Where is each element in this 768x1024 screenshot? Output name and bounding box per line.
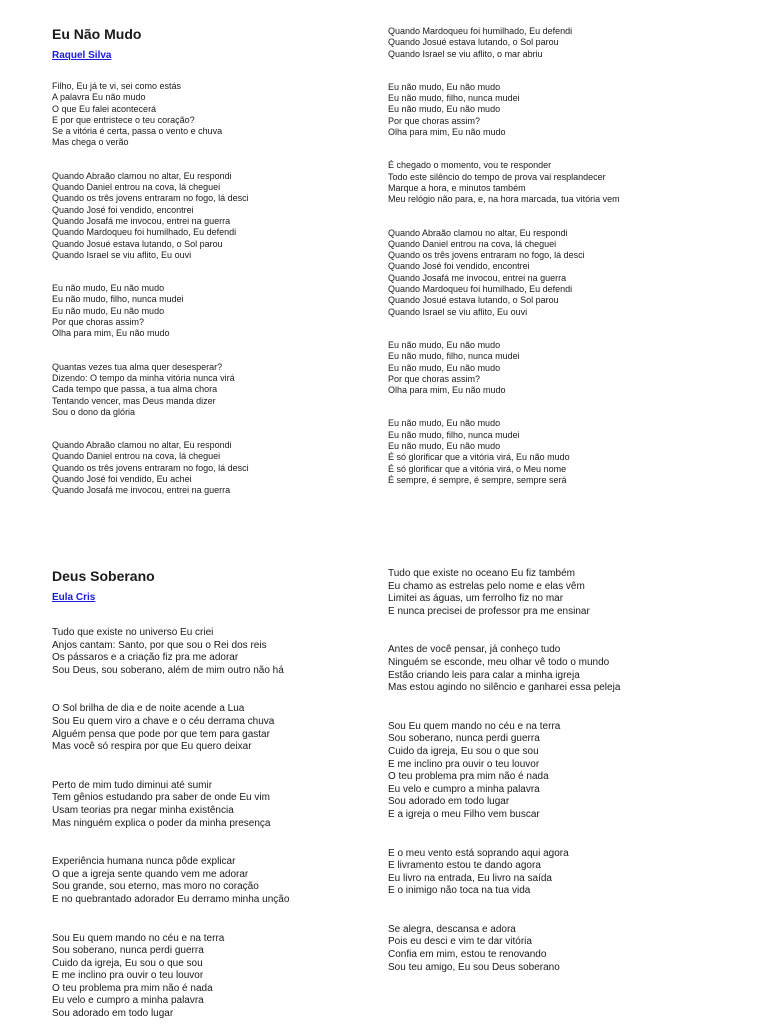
stanza xyxy=(52,856,372,906)
right-column xyxy=(388,568,758,974)
lyric-line: Eu não mudo, Eu não mudo xyxy=(388,362,501,373)
lyric-line: Eu velo e cumpro a minha palavra xyxy=(388,783,540,795)
lyric-line: Quando Josué estava lutando, o Sol parou xyxy=(388,37,559,48)
lyric-line: Eu não mudo, Eu não mudo xyxy=(388,104,501,115)
lyric-line: Por que choras assim? xyxy=(52,317,145,328)
lyrics-stanzas xyxy=(388,26,758,486)
lyric-line: Os pássaros e a criação fiz pra me adorar xyxy=(52,652,239,664)
stanza xyxy=(388,721,758,822)
stanza xyxy=(52,362,372,418)
lyric-line: Filho, Eu já te vi, sei como estás xyxy=(52,81,182,91)
lyric-line: Anjos cantam: Santo, por que sou o Rei dos reis xyxy=(52,639,267,651)
lyric-line: Olha para mim, Eu não mudo xyxy=(52,328,170,339)
stanza xyxy=(388,848,758,898)
lyric-line: Quando Abraão clamou no altar, Eu respondi xyxy=(388,227,568,238)
song-title: Deus Soberano xyxy=(52,568,155,584)
lyric-line: Olha para mim, Eu não mudo xyxy=(388,385,506,396)
song-title: Eu Não Mudo xyxy=(52,26,142,42)
lyric-line: Quando José foi vendido, encontrei xyxy=(388,261,530,272)
lyric-line: Sou Eu quem viro a chave e o céu derrama chuva xyxy=(52,715,275,727)
lyric-line: E me inclino pra ouvir o teu louvor xyxy=(388,758,540,770)
right-column xyxy=(388,26,758,486)
stanza xyxy=(388,568,758,618)
lyric-line: É só glorificar que a vitória virá, Eu não mudo xyxy=(388,452,570,463)
stanza xyxy=(388,418,758,486)
lyric-line: Quando os três jovens entraram no fogo, lá desci xyxy=(388,250,585,261)
lyric-line: Marque a hora, e minutos também xyxy=(388,182,526,193)
song-section-deus-soberano xyxy=(0,562,768,1024)
lyric-line: O que a igreja sente quando vem me adorar xyxy=(52,868,249,880)
lyric-line: Eu não mudo, filho, nunca mudei xyxy=(388,429,520,440)
lyric-line: Eu não mudo, filho, nunca mudei xyxy=(388,351,520,362)
lyric-line: Sou grande, sou eterno, mas moro no coração xyxy=(52,881,259,893)
lyric-line: Antes de você pensar, já conheço tudo xyxy=(388,644,561,656)
lyric-line: E nunca precisei de professor pra me ensinar xyxy=(388,605,590,617)
lyric-line: Quando José foi vendido, encontrei xyxy=(52,204,194,215)
lyric-line: Tudo que existe no universo Eu criei xyxy=(52,627,214,638)
lyric-line: O teu problema pra mim não é nada xyxy=(388,771,549,783)
stanza xyxy=(52,440,372,496)
lyric-line: Sou Eu quem mando no céu e na terra xyxy=(52,932,225,944)
lyric-line: Quando José foi vendido, Eu achei xyxy=(52,474,192,485)
stanza xyxy=(52,171,372,261)
lyric-line: É chegado o momento, vou te responder xyxy=(388,160,552,171)
lyric-line: Alguém pensa que pode por que tem para gastar xyxy=(52,728,270,740)
lyrics-stanzas xyxy=(52,81,372,497)
lyric-line: Cuido da igreja, Eu sou o que sou xyxy=(52,957,203,969)
lyric-line: Quando Daniel entrou na cova, lá cheguei xyxy=(52,451,221,462)
lyric-line: Tentando vencer, mas Deus manda dizer xyxy=(52,395,216,406)
lyric-line: Mas estou agindo no silêncio e ganharei essa peleja xyxy=(388,682,621,694)
lyric-line: Estão criando leis para calar a minha igreja xyxy=(388,669,580,681)
lyric-line: Mas chega o verão xyxy=(52,137,129,148)
stanza xyxy=(52,627,372,677)
lyric-line: Quando Mardoqueu foi humilhado, Eu defendi xyxy=(52,227,237,238)
stanza xyxy=(388,924,758,974)
lyric-line: Por que choras assim? xyxy=(388,373,481,384)
lyric-line: Eu não mudo, Eu não mudo xyxy=(52,283,165,294)
author-link[interactable]: Raquel Silva xyxy=(52,50,112,61)
lyric-line: O teu problema pra mim não é nada xyxy=(52,982,213,994)
lyric-line: Quando Daniel entrou na cova, lá cheguei xyxy=(52,182,221,193)
lyric-line: Sou soberano, nunca perdi guerra xyxy=(52,945,204,957)
stanza xyxy=(52,283,372,339)
lyric-line: E o meu vento está soprando aqui agora xyxy=(388,847,569,859)
lyric-line: Quando Josafá me invocou, entrei na guerra xyxy=(52,215,231,226)
lyric-line: Se alegra, descansa e adora xyxy=(388,923,516,935)
lyric-line: Quando Mardoqueu foi humilhado, Eu defendi xyxy=(388,284,573,295)
lyric-line: Quando Mardoqueu foi humilhado, Eu defendi xyxy=(388,26,573,36)
lyric-line: Pois eu desci e vim te dar vitória xyxy=(388,936,532,948)
lyric-line: Perto de mim tudo diminui até sumir xyxy=(52,779,213,791)
lyric-line: O que Eu falei acontecerá xyxy=(52,103,157,114)
lyric-line: É sempre, é sempre, é sempre, sempre será xyxy=(388,474,567,485)
lyric-line: Se a vitória é certa, passa o vento e chuva xyxy=(52,126,223,137)
lyric-line: Eu não mudo, Eu não mudo xyxy=(388,418,501,429)
stanza xyxy=(388,340,758,396)
lyric-line: Eu chamo as estrelas pelo nome e elas vêm xyxy=(388,580,585,592)
lyric-line: Quando Israel se viu aflito, Eu ouvi xyxy=(388,306,528,317)
left-column xyxy=(52,26,372,497)
lyric-line: Eu não mudo, filho, nunca mudei xyxy=(52,294,184,305)
lyric-line: Quando Josafá me invocou, entrei na guerra xyxy=(388,272,567,283)
lyric-line: Limitei as águas, um ferrolho fiz no mar xyxy=(388,593,564,605)
stanza xyxy=(388,26,758,60)
author-link[interactable]: Eula Cris xyxy=(52,592,96,603)
lyric-line: Todo este silêncio do tempo de prova vai resplandecer xyxy=(388,171,606,182)
lyric-line: Eu não mudo, Eu não mudo xyxy=(52,305,165,316)
lyric-line: Quantas vezes tua alma quer desesperar? xyxy=(52,361,223,372)
lyric-line: Sou soberano, nunca perdi guerra xyxy=(388,733,540,745)
lyric-line: E a igreja o meu Filho vem buscar xyxy=(388,808,540,820)
lyric-line: Sou Eu quem mando no céu e na terra xyxy=(388,720,561,732)
lyric-line: Quando Josué estava lutando, o Sol parou xyxy=(52,238,223,249)
lyric-line: E me inclino pra ouvir o teu louvor xyxy=(52,970,204,982)
lyric-line: Eu velo e cumpro a minha palavra xyxy=(52,995,204,1007)
lyric-line: Ninguém se esconde, meu olhar vê todo o mundo xyxy=(388,656,610,668)
lyric-line: E o inimigo não toca na tua vida xyxy=(388,885,531,897)
lyric-line: Mas ninguém explica o poder da minha presença xyxy=(52,817,271,829)
lyric-line: Olha para mim, Eu não mudo xyxy=(388,127,506,138)
lyric-line: Quando Abraão clamou no altar, Eu respondi xyxy=(52,440,232,451)
lyric-line: Meu relógio não para, e, na hora marcada, tua vitória vem xyxy=(388,194,620,205)
lyrics-stanzas xyxy=(388,568,758,974)
lyric-line: Quando os três jovens entraram no fogo, lá desci xyxy=(52,462,249,473)
lyric-line: Eu não mudo, Eu não mudo xyxy=(388,339,501,350)
lyric-line: Cuido da igreja, Eu sou o que sou xyxy=(388,745,539,757)
lyric-line: Eu não mudo, Eu não mudo xyxy=(388,441,501,452)
lyric-line: Quando Abraão clamou no altar, Eu respondi xyxy=(52,170,232,181)
stanza xyxy=(52,933,372,1021)
stanza xyxy=(388,82,758,138)
lyric-line: Quando Daniel entrou na cova, lá cheguei xyxy=(388,238,557,249)
lyrics-stanzas xyxy=(52,627,372,1021)
lyric-line: Sou teu amigo, Eu sou Deus soberano xyxy=(388,961,560,973)
lyric-line: Tudo que existe no oceano Eu fiz também xyxy=(388,568,575,579)
stanza xyxy=(388,160,758,205)
lyric-line: Quando os três jovens entraram no fogo, lá desci xyxy=(52,193,249,204)
stanza xyxy=(52,780,372,830)
lyric-line: Eu não mudo, Eu não mudo xyxy=(388,81,501,92)
lyric-line: Quando Josafá me invocou, entrei na guerra xyxy=(52,485,231,496)
lyric-line: Dizendo: O tempo da minha vitória nunca virá xyxy=(52,372,235,383)
lyric-line: E no quebrantado adorador Eu derramo minha unção xyxy=(52,893,290,905)
lyric-line: Eu não mudo, filho, nunca mudei xyxy=(388,93,520,104)
lyric-line: Sou adorado em todo lugar xyxy=(388,796,510,808)
lyric-line: A palavra Eu não mudo xyxy=(52,92,146,103)
lyric-line: O Sol brilha de dia e de noite acende a Lua xyxy=(52,703,245,715)
lyric-line: Cada tempo que passa, a tua alma chora xyxy=(52,384,218,395)
lyric-line: Usam teorias pra negar minha existência xyxy=(52,804,234,816)
stanza xyxy=(52,81,372,149)
lyric-line: Tem gênios estudando pra saber de onde Eu vim xyxy=(52,792,270,804)
lyric-line: Confia em mim, estou te renovando xyxy=(388,949,547,961)
lyric-line: Por que choras assim? xyxy=(388,115,481,126)
lyric-line: Sou Deus, sou soberano, além de mim outro não há xyxy=(52,664,284,676)
lyric-line: Quando Israel se viu aflito, Eu ouvi xyxy=(52,249,192,260)
lyric-line: Sou adorado em todo lugar xyxy=(52,1008,174,1020)
lyric-line: Eu livro na entrada, Eu livro na saída xyxy=(388,872,552,884)
left-column xyxy=(52,568,372,1021)
lyric-line: Quando Israel se viu aflito, o mar abriu xyxy=(388,48,543,59)
lyric-line: É só glorificar que a vitória virá, o Meu nome xyxy=(388,463,567,474)
stanza xyxy=(388,644,758,694)
lyric-line: E livramento estou te dando agora xyxy=(388,860,541,872)
lyric-line: Quando Josué estava lutando, o Sol parou xyxy=(388,295,559,306)
stanza xyxy=(52,703,372,753)
lyric-line: Mas você só respira por que Eu quero deixar xyxy=(52,741,252,753)
lyric-line: Sou o dono da glória xyxy=(52,406,136,417)
lyric-line: E por que entristece o teu coração? xyxy=(52,114,195,125)
lyric-line: Experiência humana nunca pôde explicar xyxy=(52,856,236,868)
stanza xyxy=(388,228,758,318)
